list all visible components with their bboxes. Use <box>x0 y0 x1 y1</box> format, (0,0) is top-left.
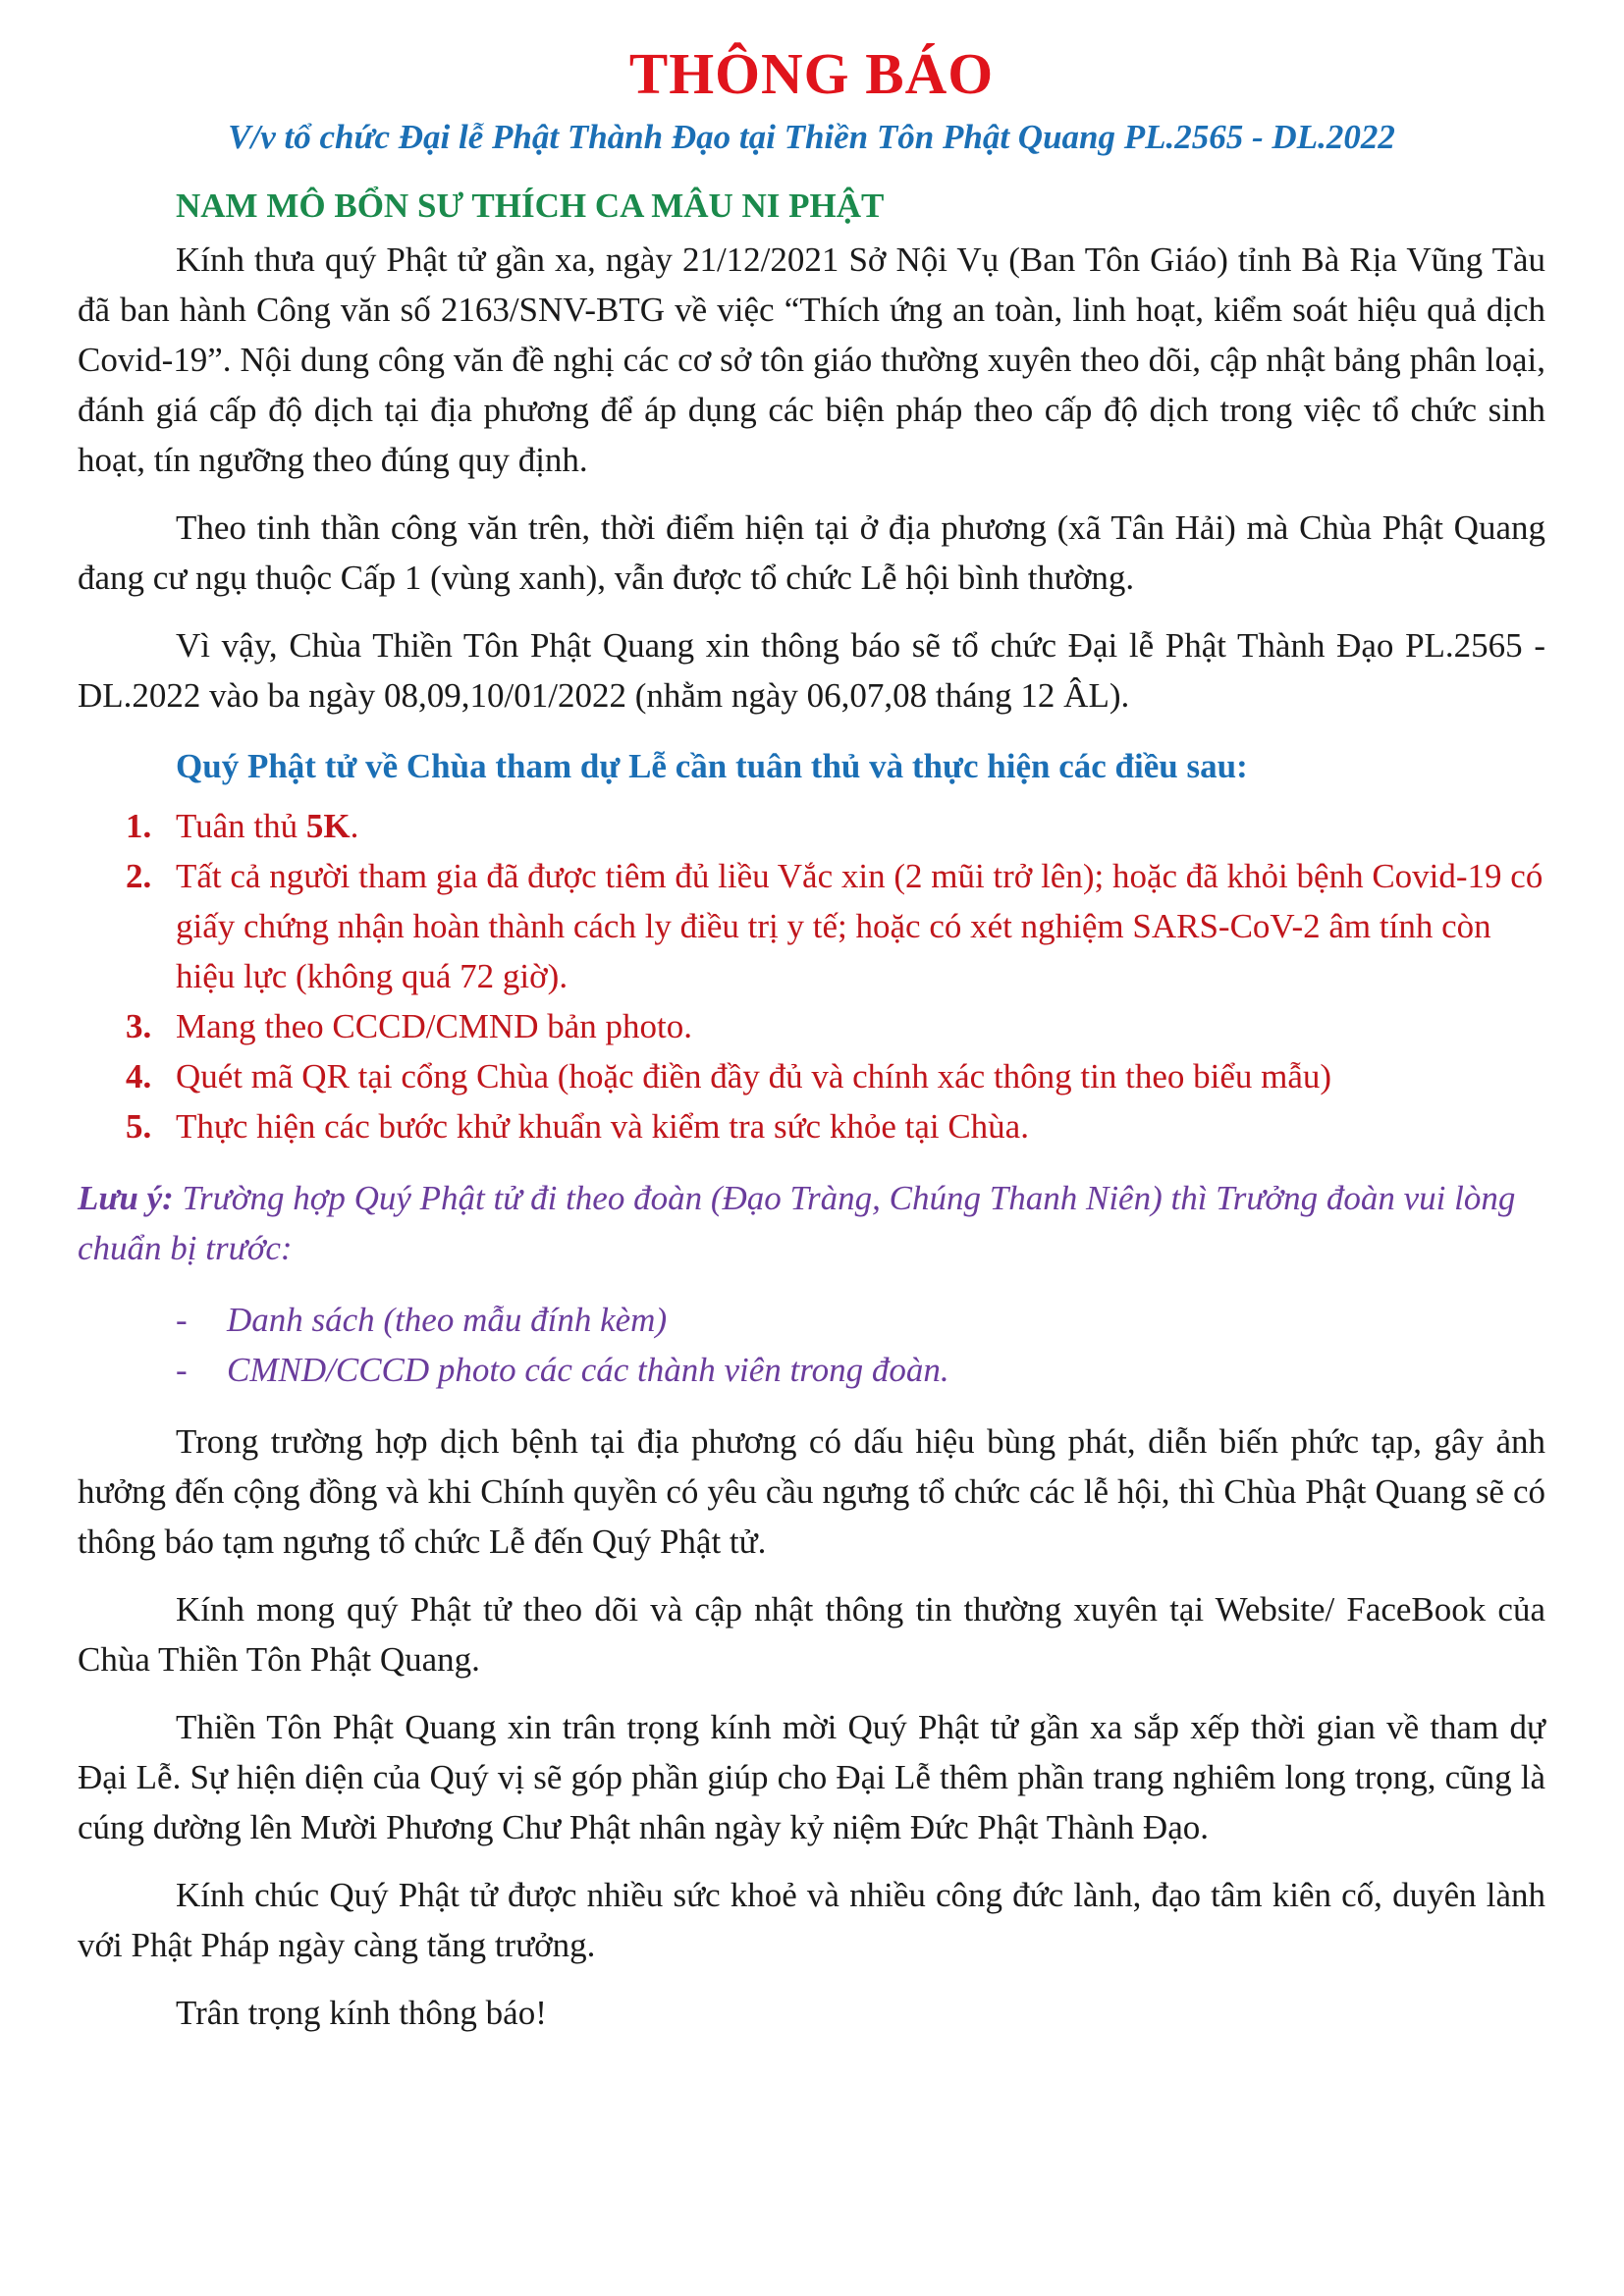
requirement-bold-text: 5K <box>305 807 351 845</box>
intro-paragraph-3: Vì vậy, Chùa Thiền Tôn Phật Quang xin thông báo sẽ tổ chức Đại lễ Phật Thành Đạo PL.2565 - DL.2022 vào ba ngày 08,09,10/01/2022 (nhằm ngày 06,07,08 tháng 12 ÂL). <box>78 626 1545 715</box>
intro-paragraph-1: Kính thưa quý Phật tử gần xa, ngày 21/12/2021 Sở Nội Vụ (Ban Tôn Giáo) tỉnh Bà Rịa Vũng Tàu đã ban hành Công văn số 2163/SNV-BTG về việc “Thích ứng an toàn, linh hoạt, kiểm soát hiệu quả dịch Covid-19”. Nội dung công văn đề nghị các cơ sở tôn giáo thường xuyên theo dõi, cập nhật bảng phân loại, đánh giá cấp độ dịch tại địa phương để áp dụng các biện pháp theo cấp độ dịch trong việc tổ chức sinh hoạt, tín ngưỡng theo đúng quy định. <box>78 240 1545 479</box>
requirement-text: Mang theo CCCD/CMND bản photo. <box>176 1007 692 1045</box>
requirements-heading: Quý Phật tử về Chùa tham dự Lễ cần tuân thủ và thực hiện các điều sau: <box>176 747 1248 785</box>
note-list-item-1 <box>78 1295 1545 1345</box>
dash-bullet: - <box>176 1301 188 1339</box>
invocation-line: NAM MÔ BỔN SƯ THÍCH CA MÂU NI PHẬT <box>176 187 885 225</box>
outro-paragraph-3: Thiền Tôn Phật Quang xin trân trọng kính mời Quý Phật tử gần xa sắp xếp thời gian về tham dự Đại Lễ. Sự hiện diện của Quý vị sẽ góp phần giúp cho Đại Lễ thêm phần trang nghiêm long trọng, cũng là cúng dường lên Mười Phương Chư Phật nhân ngày kỷ niệm Đức Phật Thành Đạo. <box>78 1708 1545 1846</box>
note-list-item-2 <box>78 1345 1545 1395</box>
requirement-number: 4. <box>126 1057 152 1095</box>
note-text: Trường hợp Quý Phật tử đi theo đoàn (Đạo Tràng, Chúng Thanh Niên) thì Trưởng đoàn vui lòng chuẩn bị trước: <box>78 1179 1516 1267</box>
requirements-list <box>78 801 1545 1151</box>
note-item-text: CMND/CCCD photo các các thành viên trong đoàn. <box>227 1351 949 1389</box>
dash-bullet: - <box>176 1351 188 1389</box>
note-paragraph <box>78 1173 1545 1273</box>
intro-paragraph-2: Theo tinh thần công văn trên, thời điểm hiện tại ở địa phương (xã Tân Hải) mà Chùa Phật Quang đang cư ngụ thuộc Cấp 1 (vùng xanh), vẫn được tổ chức Lễ hội bình thường. <box>78 508 1545 597</box>
requirement-item-5 <box>78 1101 1545 1151</box>
note-item-text: Danh sách (theo mẫu đính kèm) <box>227 1301 668 1339</box>
note-list <box>78 1295 1545 1395</box>
requirement-number: 3. <box>126 1007 152 1045</box>
requirement-item-2 <box>78 851 1545 1001</box>
requirement-item-3 <box>78 1001 1545 1051</box>
requirement-text: Tất cả người tham gia đã được tiêm đủ liều Vắc xin (2 mũi trở lên); hoặc đã khỏi bệnh Covid-19 có giấy chứng nhận hoàn thành cách ly điều trị y tế; hoặc có xét nghiệm SARS-CoV-2 âm tính còn hiệu lực (không quá 72 giờ). <box>176 857 1543 995</box>
document-subtitle: V/v tổ chức Đại lễ Phật Thành Đạo tại Thiền Tôn Phật Quang PL.2565 - DL.2022 <box>228 118 1395 156</box>
requirement-text: Quét mã QR tại cổng Chùa (hoặc điền đầy đủ và chính xác thông tin theo biểu mẫu) <box>176 1057 1332 1095</box>
requirement-number: 1. <box>126 807 152 845</box>
requirement-tail: . <box>350 807 359 845</box>
outro-paragraph-4: Kính chúc Quý Phật tử được nhiều sức khoẻ và nhiều công đức lành, đạo tâm kiên cố, duyên lành với Phật Pháp ngày càng tăng trưởng. <box>78 1876 1545 1964</box>
requirement-item-1 <box>78 801 1545 851</box>
requirement-text: Tuân thủ <box>176 807 306 845</box>
requirement-number: 5. <box>126 1107 152 1146</box>
note-label: Lưu ý: <box>78 1179 174 1217</box>
closing-line: Trân trọng kính thông báo! <box>176 1994 547 2032</box>
requirement-item-4 <box>78 1051 1545 1101</box>
requirement-number: 2. <box>126 857 152 895</box>
outro-paragraph-2: Kính mong quý Phật tử theo dõi và cập nhật thông tin thường xuyên tại Website/ FaceBook của Chùa Thiền Tôn Phật Quang. <box>78 1590 1545 1679</box>
requirement-text: Thực hiện các bước khử khuẩn và kiểm tra sức khỏe tại Chùa. <box>176 1107 1029 1146</box>
document-title: THÔNG BÁO <box>628 41 995 106</box>
outro-paragraph-1: Trong trường hợp dịch bệnh tại địa phương có dấu hiệu bùng phát, diễn biến phức tạp, gây ảnh hưởng đến cộng đồng và khi Chính quyền có yêu cầu ngưng tổ chức các lễ hội, thì Chùa Phật Quang sẽ có thông báo tạm ngưng tổ chức Lễ đến Quý Phật tử. <box>78 1422 1545 1561</box>
